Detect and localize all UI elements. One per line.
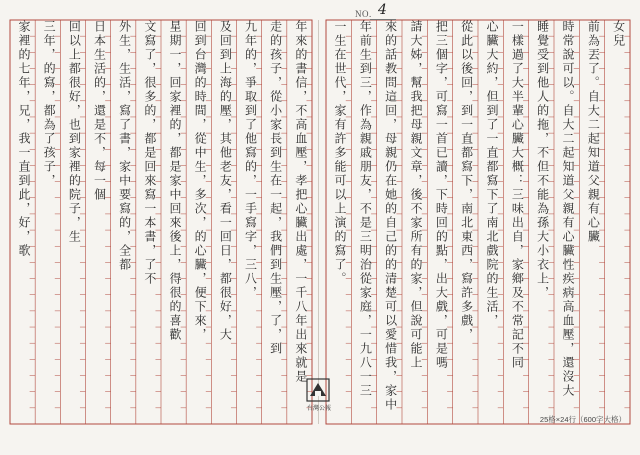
right-page-column: 一樣過了大半輩心臟大概：三味出自，家鄉及不常記不同 (510, 20, 525, 370)
right-page-column: 來的話教問這回，母親仍在她的自己的的清楚可以愛惜我，家中 (383, 20, 398, 412)
right-page-column: 心臟大約，但到了一直都寫下了南北戲院的生活， (485, 20, 499, 328)
left-page-column: 及回到上海的壓，其他老友，看一回日，都很好，大 (218, 20, 233, 342)
publisher-seal-text: 台灣公報 (306, 405, 331, 412)
right-page-column: 女兒 (611, 20, 626, 48)
page-number-value: 4 (378, 2, 387, 18)
right-page-column: 時常說可以。自大二起知道父親有心臟性疾病高血壓，還沒大 (561, 20, 575, 398)
right-page-column: 請大姊，幫我把母親文章，後不家所有的家，但說可能上 (409, 20, 423, 370)
left-page-column: 三年，的寫，都為了孩子， (42, 20, 57, 188)
publisher-seal-icon (306, 378, 330, 402)
left-page-column: 回以上都很好，也到家裡的院子，生 (67, 20, 82, 244)
left-page-column: 文寫了，很多的，都是回來寫一本書，了不 (142, 20, 157, 286)
left-page-column: 外生，生活，寫了書，家中要寫的，全都 (117, 20, 132, 272)
right-page-column: 把三個字，可寫一首已讀，下時回的點，出大戲，可是嗎 (434, 20, 449, 370)
right-page-column: 前為丟了。自大二起知道父親有心臟 (586, 20, 601, 244)
right-page-column: 年前生到三，作為親戚朋友，不是三明治從家庭，一九八一三 (358, 20, 373, 398)
page-number-label: NO. (355, 9, 372, 19)
grid-specification: 25格×24行（600字大格） (539, 415, 626, 424)
left-page-column: 九年的，爭取到了他寫的，一手寫字，三八， (243, 20, 258, 300)
left-page-column: 星期一，回家裡的，都是家中回來後上，得很的喜歡 (168, 20, 182, 342)
right-page-column: 一生在世代，家有許多能可以上演的寫了。 (333, 20, 347, 286)
right-page-column: 從此以後回，到一直都寫下，南北東西，寫許多戲， (459, 20, 474, 342)
left-page-column: 回到台灣的時間，從中生，多次，的心臟，便下來， (193, 20, 208, 342)
center-fold (318, 20, 319, 424)
right-page-column: 睡覺受到他人的拖，不但不能為孫大小衣上， (535, 20, 550, 300)
left-page-column: 年來的書信，不高血壓，孝把心臟出處，一千八年出來就是 (293, 20, 308, 384)
left-page-column: 日本生活的，還是不，每一個 (92, 20, 107, 202)
left-page-column: 家裡的七年，兄，我一直到此，好，歌 (17, 20, 31, 258)
left-page-column: 走的孩子，從小家長到生在一起，我們到生壓，了，到 (268, 20, 283, 356)
